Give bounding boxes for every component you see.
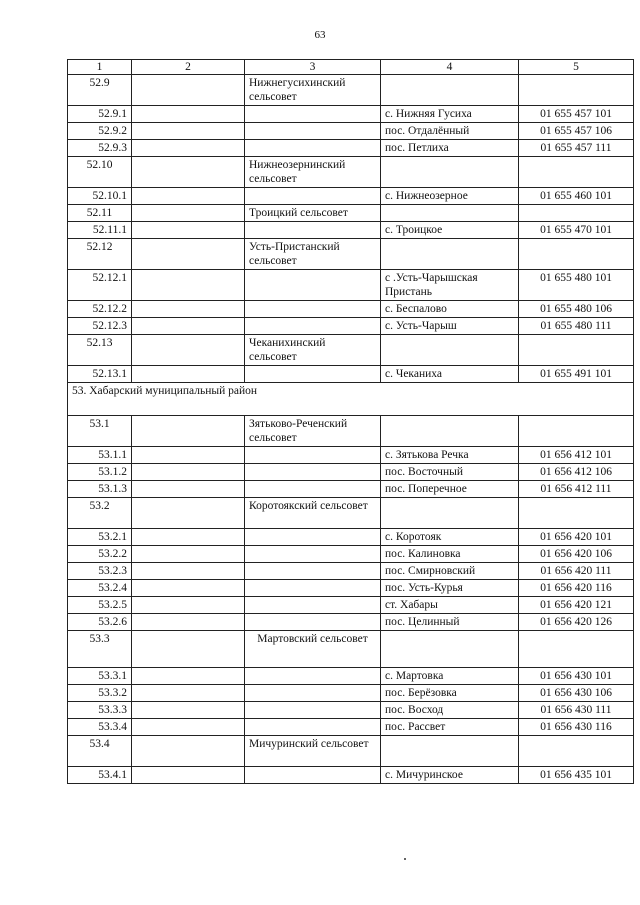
row-number: 52.12.3: [68, 318, 132, 335]
council-name: Нижнегусихинский сельсовет: [245, 75, 381, 106]
okato-code: 01 656 412 101: [519, 447, 634, 464]
col-2-cell: [132, 719, 245, 736]
table-row: [68, 270, 634, 301]
okato-code: 01 656 420 101: [519, 529, 634, 546]
subgroup-row: [68, 631, 634, 668]
okato-code: 01 656 420 116: [519, 580, 634, 597]
settlement-cell: [381, 239, 519, 270]
col-2-cell: [132, 563, 245, 580]
row-number: 52.12.2: [68, 301, 132, 318]
row-number: 52.11: [68, 205, 132, 222]
table-row: [68, 188, 634, 205]
col-2-cell: [132, 614, 245, 631]
col-2-cell: [132, 140, 245, 157]
col-3-cell: [245, 719, 381, 736]
settlement-name: пос. Смирновский: [381, 563, 519, 580]
col-2-cell: [132, 188, 245, 205]
header-cell-3: 3: [245, 60, 381, 75]
row-number: 53.4.1: [68, 767, 132, 784]
row-number: 53.2.3: [68, 563, 132, 580]
table-row: [68, 597, 634, 614]
council-name: Чеканихинский сельсовет: [245, 335, 381, 366]
settlement-name: с. Мартовка: [381, 668, 519, 685]
okato-code: 01 655 480 106: [519, 301, 634, 318]
council-name: Усть-Пристанский сельсовет: [245, 239, 381, 270]
council-name: Коротоякский сельсовет: [245, 498, 381, 529]
okato-code: 01 656 412 111: [519, 481, 634, 498]
table-row: [68, 685, 634, 702]
header-cell-1: 1: [68, 60, 132, 75]
row-number: 53.1: [68, 416, 132, 447]
settlement-name: с. Коротояк: [381, 529, 519, 546]
settlement-name: с. Нижнеозерное: [381, 188, 519, 205]
row-number: 53.2.2: [68, 546, 132, 563]
settlement-name: пос. Отдалённый: [381, 123, 519, 140]
district-title: 53. Хабарский муниципальный район: [68, 383, 634, 416]
header-cell-5: 5: [519, 60, 634, 75]
row-number: 53.3.3: [68, 702, 132, 719]
settlement-name: с .Усть-Чарышская Пристань: [381, 270, 519, 301]
settlement-name: с. Нижняя Гусиха: [381, 106, 519, 123]
row-number: 52.9: [68, 75, 132, 106]
col-3-cell: [245, 270, 381, 301]
settlement-cell: [381, 498, 519, 529]
okato-code: 01 655 457 101: [519, 106, 634, 123]
settlement-cell: [381, 75, 519, 106]
settlement-name: пос. Восход: [381, 702, 519, 719]
settlement-name: с. Чеканиха: [381, 366, 519, 383]
col-2-cell: [132, 597, 245, 614]
table-header-row: [68, 60, 634, 75]
subgroup-row: [68, 239, 634, 270]
okato-code: 01 656 435 101: [519, 767, 634, 784]
settlement-name: пос. Восточный: [381, 464, 519, 481]
col-3-cell: [245, 597, 381, 614]
row-number: 52.9.3: [68, 140, 132, 157]
code-cell: [519, 631, 634, 668]
row-number: 53.2.5: [68, 597, 132, 614]
subgroup-row: [68, 75, 634, 106]
table-row: [68, 140, 634, 157]
col-2-cell: [132, 239, 245, 270]
okato-code: 01 656 430 116: [519, 719, 634, 736]
col-2-cell: [132, 702, 245, 719]
col-3-cell: [245, 481, 381, 498]
table-row: [68, 123, 634, 140]
council-name: Зятьково-Реченский сельсовет: [245, 416, 381, 447]
row-number: 52.13.1: [68, 366, 132, 383]
settlement-name: с. Беспалово: [381, 301, 519, 318]
col-3-cell: [245, 222, 381, 239]
col-2-cell: [132, 222, 245, 239]
col-2-cell: [132, 366, 245, 383]
col-2-cell: [132, 498, 245, 529]
table-row: [68, 301, 634, 318]
col-3-cell: [245, 580, 381, 597]
row-number: 53.3: [68, 631, 132, 668]
okato-code: 01 656 430 106: [519, 685, 634, 702]
col-2-cell: [132, 447, 245, 464]
settlement-cell: [381, 157, 519, 188]
table-row: [68, 719, 634, 736]
table-row: [68, 563, 634, 580]
col-2-cell: [132, 736, 245, 767]
code-cell: [519, 498, 634, 529]
row-number: 53.4: [68, 736, 132, 767]
settlement-name: пос. Целинный: [381, 614, 519, 631]
col-2-cell: [132, 270, 245, 301]
district-row: [68, 383, 634, 416]
col-2-cell: [132, 335, 245, 366]
col-3-cell: [245, 767, 381, 784]
settlement-name: пос. Усть-Курья: [381, 580, 519, 597]
okato-code: 01 656 420 111: [519, 563, 634, 580]
row-number: 53.1.2: [68, 464, 132, 481]
table-row: [68, 580, 634, 597]
table-row: [68, 222, 634, 239]
row-number: 53.1.1: [68, 447, 132, 464]
row-number: 53.1.3: [68, 481, 132, 498]
col-3-cell: [245, 668, 381, 685]
code-cell: [519, 335, 634, 366]
okato-code: 01 655 457 111: [519, 140, 634, 157]
table-row: [68, 106, 634, 123]
code-cell: [519, 75, 634, 106]
col-3-cell: [245, 301, 381, 318]
stray-dot: [404, 858, 406, 860]
col-2-cell: [132, 205, 245, 222]
row-number: 53.2.6: [68, 614, 132, 631]
row-number: 52.12.1: [68, 270, 132, 301]
okato-code: 01 655 460 101: [519, 188, 634, 205]
row-number: 52.9.1: [68, 106, 132, 123]
table-row: [68, 464, 634, 481]
table-row: [68, 614, 634, 631]
council-name: Троицкий сельсовет: [245, 205, 381, 222]
table-row: [68, 546, 634, 563]
table-row: [68, 447, 634, 464]
col-2-cell: [132, 318, 245, 335]
table-row: [68, 668, 634, 685]
settlement-cell: [381, 416, 519, 447]
table-row: [68, 767, 634, 784]
row-number: 52.10: [68, 157, 132, 188]
col-3-cell: [245, 318, 381, 335]
code-cell: [519, 239, 634, 270]
council-name: Мартовский сельсовет: [245, 631, 381, 668]
col-2-cell: [132, 106, 245, 123]
col-3-cell: [245, 546, 381, 563]
okato-code: 01 655 470 101: [519, 222, 634, 239]
row-number: 52.10.1: [68, 188, 132, 205]
code-cell: [519, 736, 634, 767]
code-cell: [519, 416, 634, 447]
table-row: [68, 318, 634, 335]
settlements-table: [67, 59, 634, 784]
header-cell-2: 2: [132, 60, 245, 75]
col-3-cell: [245, 464, 381, 481]
col-2-cell: [132, 529, 245, 546]
settlement-name: пос. Петлиха: [381, 140, 519, 157]
subgroup-row: [68, 736, 634, 767]
table-body: [68, 60, 634, 784]
okato-code: 01 656 420 106: [519, 546, 634, 563]
col-2-cell: [132, 546, 245, 563]
settlement-name: пос. Берёзовка: [381, 685, 519, 702]
table-row: [68, 366, 634, 383]
okato-code: 01 655 491 101: [519, 366, 634, 383]
header-cell-4: 4: [381, 60, 519, 75]
col-2-cell: [132, 464, 245, 481]
settlement-name: пос. Рассвет: [381, 719, 519, 736]
row-number: 53.3.1: [68, 668, 132, 685]
col-3-cell: [245, 529, 381, 546]
okato-code: 01 656 430 111: [519, 702, 634, 719]
settlement-name: пос. Поперечное: [381, 481, 519, 498]
row-number: 52.13: [68, 335, 132, 366]
row-number: 53.2.4: [68, 580, 132, 597]
subgroup-row: [68, 335, 634, 366]
row-number: 53.2.1: [68, 529, 132, 546]
col-2-cell: [132, 580, 245, 597]
settlement-name: с. Усть-Чарыш: [381, 318, 519, 335]
settlement-cell: [381, 335, 519, 366]
col-3-cell: [245, 366, 381, 383]
col-2-cell: [132, 631, 245, 668]
settlement-cell: [381, 631, 519, 668]
code-cell: [519, 205, 634, 222]
subgroup-row: [68, 157, 634, 188]
settlement-name: пос. Калиновка: [381, 546, 519, 563]
row-number: 52.11.1: [68, 222, 132, 239]
col-2-cell: [132, 301, 245, 318]
settlement-name: с. Троицкое: [381, 222, 519, 239]
council-name: Нижнеозернинский сельсовет: [245, 157, 381, 188]
col-3-cell: [245, 563, 381, 580]
col-3-cell: [245, 702, 381, 719]
col-3-cell: [245, 188, 381, 205]
col-3-cell: [245, 447, 381, 464]
row-number: 53.2: [68, 498, 132, 529]
col-2-cell: [132, 416, 245, 447]
settlement-cell: [381, 205, 519, 222]
okato-code: 01 655 480 111: [519, 318, 634, 335]
okato-code: 01 656 430 101: [519, 668, 634, 685]
settlement-cell: [381, 736, 519, 767]
col-3-cell: [245, 685, 381, 702]
col-3-cell: [245, 106, 381, 123]
col-2-cell: [132, 481, 245, 498]
col-2-cell: [132, 685, 245, 702]
okato-code: 01 655 457 106: [519, 123, 634, 140]
row-number: 53.3.2: [68, 685, 132, 702]
subgroup-row: [68, 498, 634, 529]
col-2-cell: [132, 157, 245, 188]
col-2-cell: [132, 668, 245, 685]
council-name: Мичуринский сельсовет: [245, 736, 381, 767]
settlement-name: с. Зятькова Речка: [381, 447, 519, 464]
col-3-cell: [245, 614, 381, 631]
row-number: 53.3.4: [68, 719, 132, 736]
col-2-cell: [132, 767, 245, 784]
table-row: [68, 702, 634, 719]
okato-code: 01 656 420 126: [519, 614, 634, 631]
settlement-name: ст. Хабары: [381, 597, 519, 614]
okato-code: 01 656 420 121: [519, 597, 634, 614]
col-2-cell: [132, 123, 245, 140]
table-row: [68, 481, 634, 498]
code-cell: [519, 157, 634, 188]
subgroup-row: [68, 416, 634, 447]
settlement-name: с. Мичуринское: [381, 767, 519, 784]
okato-code: 01 655 480 101: [519, 270, 634, 301]
table-row: [68, 529, 634, 546]
row-number: 52.12: [68, 239, 132, 270]
row-number: 52.9.2: [68, 123, 132, 140]
subgroup-row: [68, 205, 634, 222]
col-2-cell: [132, 75, 245, 106]
col-3-cell: [245, 123, 381, 140]
col-3-cell: [245, 140, 381, 157]
okato-code: 01 656 412 106: [519, 464, 634, 481]
page-number: 63: [314, 29, 326, 41]
